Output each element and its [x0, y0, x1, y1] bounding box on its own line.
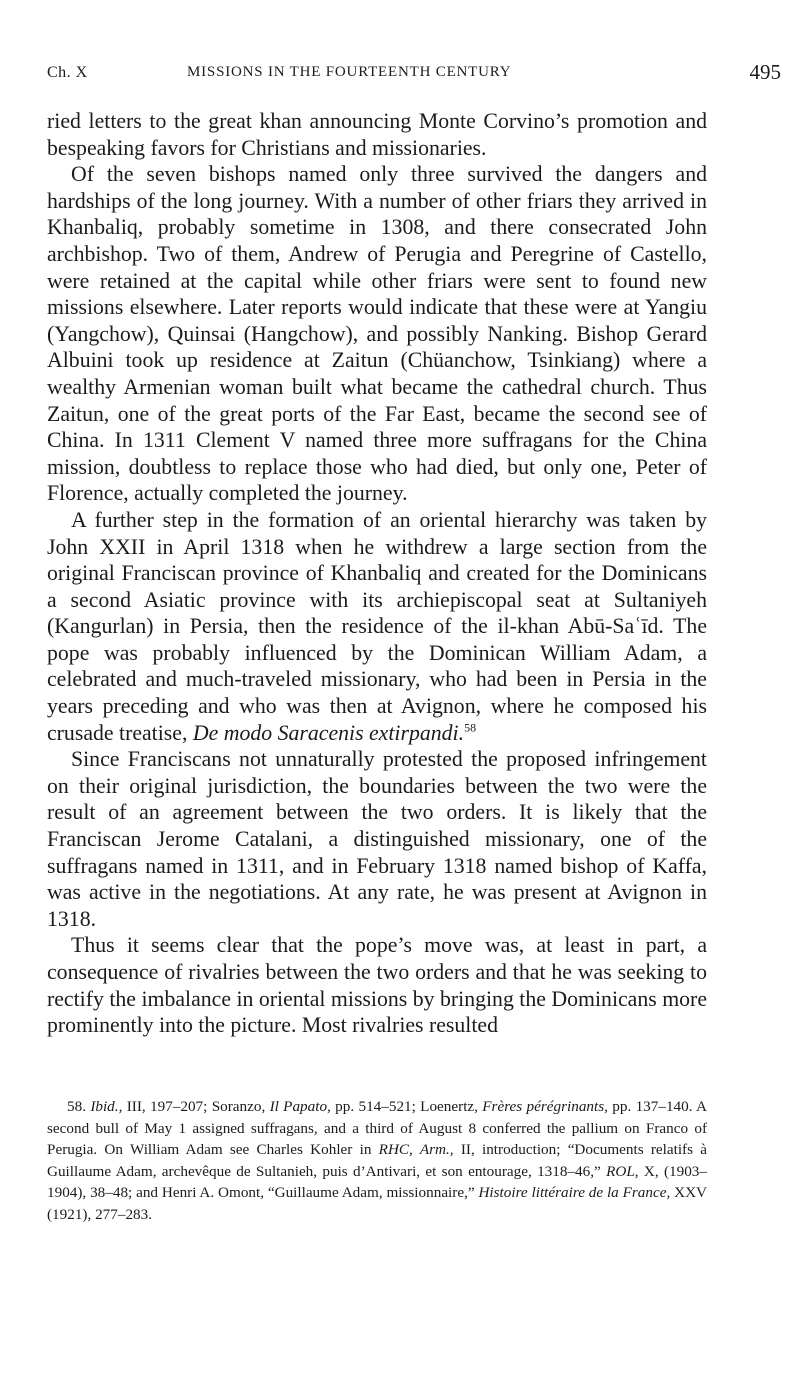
footnote-citation-italic: Il Papato,: [269, 1098, 331, 1115]
paragraph-hierarchy-text: A further step in the formation of an oriental hierarchy was taken by John XXII in April 1318 when he withdrew a large section from the original Franciscan province of Khanbaliq and created for the Dominicans a second Asiatic province with its archiepiscopal seat at Sultaniyeh (Kangurlan) in Persia, then the residence of the il-khan Abū-Saʿīd. The pope was probably influenced by the Dominican William Adam, a celebrated and much-traveled missionary, who had been in Persia in the years preceding and who was then at Avignon, where he composed his crusade treatise,: [47, 507, 707, 745]
paragraph-bishops: Of the seven bishops named only three survived the dangers and hardships of the long journey. With a number of other friars they arrived in Khanbaliq, probably sometime in 1308, and there consecrated John archbishop. Two of them, Andrew of Perugia and Peregrine of Castello, were retained at the capital while other friars were sent to found new missions elsewhere. Later reports would indicate that these were at Yangiu (Yangchow), Quinsai (Hangchow), and possibly Nanking. Bishop Gerard Albuini took up residence at Zaitun (Chüanchow, Tsinkiang) where a wealthy Armenian woman built what became the cathedral church. Thus Zaitun, one of the great ports of the Far East, became the second see of China. In 1311 Clement V named three more suffragans for the China mission, doubtless to replace those who had died, but only one, Peter of Florence, actually completed the journey.: [47, 162, 707, 506]
paragraph-continued: ried letters to the great khan announcing Monte Corvino’s promotion and bespeaking favors for Christians and missionaries.: [47, 109, 707, 160]
footnote-citation-italic: ROL,: [606, 1162, 639, 1180]
footnote-citation-italic: Histoire littéraire de la France,: [478, 1184, 671, 1201]
footnote-reference: 58: [464, 720, 477, 735]
footnote-citation-italic: Ibid.,: [90, 1098, 123, 1115]
footnote-citation-italic: RHC, Arm.,: [378, 1141, 454, 1158]
running-title: MISSIONS IN THE FOURTEENTH CENTURY: [187, 64, 512, 80]
paragraph-hierarchy: [47, 507, 707, 746]
footnote-58: 58. Ibid., III, 197–207; Soranzo, Il Papato, pp. 514–521; Loenertz, Frères pérégrinants, pp. 137–140. A second bull of May 1 assigned suffragans, and a third of August 8 conferred the pallium on Franco of Perugia. On William Adam see Charles Kohler in RHC, Arm., II, introduction; “Documents relatifs à Guillaume Adam, archevêque de Sultanieh, puis d’Antivari, et son entourage, 1318–46,” ROL, X, (1903–1904), 38–48; and Henri A. Omont, “Guillaume Adam, missionnaire,” Histoire littéraire de la France, XXV (1921), 277–283.: [47, 1098, 708, 1223]
paragraph-rivalries: Thus it seems clear that the pope’s move was, at least in part, a consequence of rivalries between the two orders and that he was seeking to rectify the imbalance in oriental missions by bringing the Dominicans more prominently into the picture. Most rivalries resulted: [47, 933, 707, 1038]
footnote-number: 58.: [67, 1098, 86, 1115]
body-text: [47, 108, 707, 1039]
running-head: [47, 60, 781, 90]
treatise-title: De modo Saracenis extirpandi.: [192, 720, 465, 745]
chapter-label: Ch. X: [47, 64, 88, 81]
paragraph-franciscans: Since Franciscans not unnaturally protested the proposed infringement on their original jurisdiction, the boundaries between the two were the result of an agreement between the two orders. It is likely that the Franciscan Jerome Catalani, a distinguished missionary, one of the suffragans named in 1311, and in February 1318 named bishop of Kaffa, was active in the negotiations. At any rate, he was present at Avignon in 1318.: [47, 747, 707, 931]
page-number: 495: [749, 60, 781, 84]
footnote-citation-italic: Frères pérégrinants,: [482, 1098, 608, 1115]
